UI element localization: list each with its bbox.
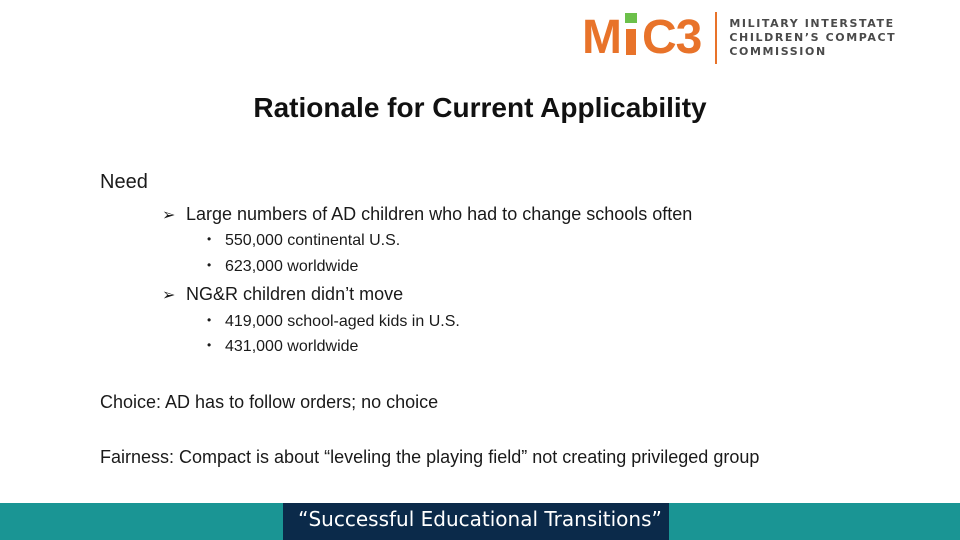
need-item-1-sub-2: [207, 258, 358, 276]
logo-mark-left: M: [582, 11, 621, 64]
need-item-2-sub-1: [207, 313, 460, 331]
dot-bullet-icon: •: [207, 232, 212, 246]
fairness-paragraph: Fairness: Compact is about “leveling the playing field” not creating privileged group: [100, 447, 760, 467]
need-item-2: [162, 284, 403, 305]
logo-line-3: COMMISSION: [729, 45, 827, 58]
need-item-1-text: Large numbers of AD children who had to change schools often: [186, 204, 693, 224]
logo-mark: [582, 10, 701, 66]
need-item-2-text: NG&R children didn’t move: [186, 284, 404, 304]
footer-tagline: “Successful Educational Transitions”: [298, 507, 662, 531]
logo-i-pencil-icon: [624, 21, 638, 55]
need-item-1: [162, 204, 692, 225]
mic3-logo: [582, 10, 896, 66]
need-heading: Need: [100, 171, 148, 193]
logo-mark-right: C3: [641, 11, 702, 64]
need-item-1-sub-1-text: 550,000 continental U.S.: [225, 232, 401, 249]
logo-wordmark: [729, 17, 896, 59]
arrow-bullet-icon: ➢: [162, 207, 176, 224]
need-item-1-sub-1: [207, 232, 400, 250]
dot-bullet-icon: •: [207, 313, 212, 327]
need-item-2-sub-2: [207, 338, 358, 356]
arrow-bullet-icon: ➢: [162, 287, 176, 304]
dot-bullet-icon: •: [207, 338, 212, 352]
slide-title: Rationale for Current Applicability: [253, 92, 707, 123]
need-item-2-sub-1-text: 419,000 school-aged kids in U.S.: [225, 313, 460, 330]
logo-line-2: CHILDREN’S COMPACT: [729, 31, 897, 44]
logo-line-1: MILITARY INTERSTATE: [729, 17, 895, 30]
logo-divider: [715, 12, 717, 64]
dot-bullet-icon: •: [207, 258, 212, 272]
choice-paragraph: Choice: AD has to follow orders; no choice: [100, 392, 439, 412]
need-item-2-sub-2-text: 431,000 worldwide: [225, 338, 359, 355]
need-item-1-sub-2-text: 623,000 worldwide: [225, 258, 359, 275]
